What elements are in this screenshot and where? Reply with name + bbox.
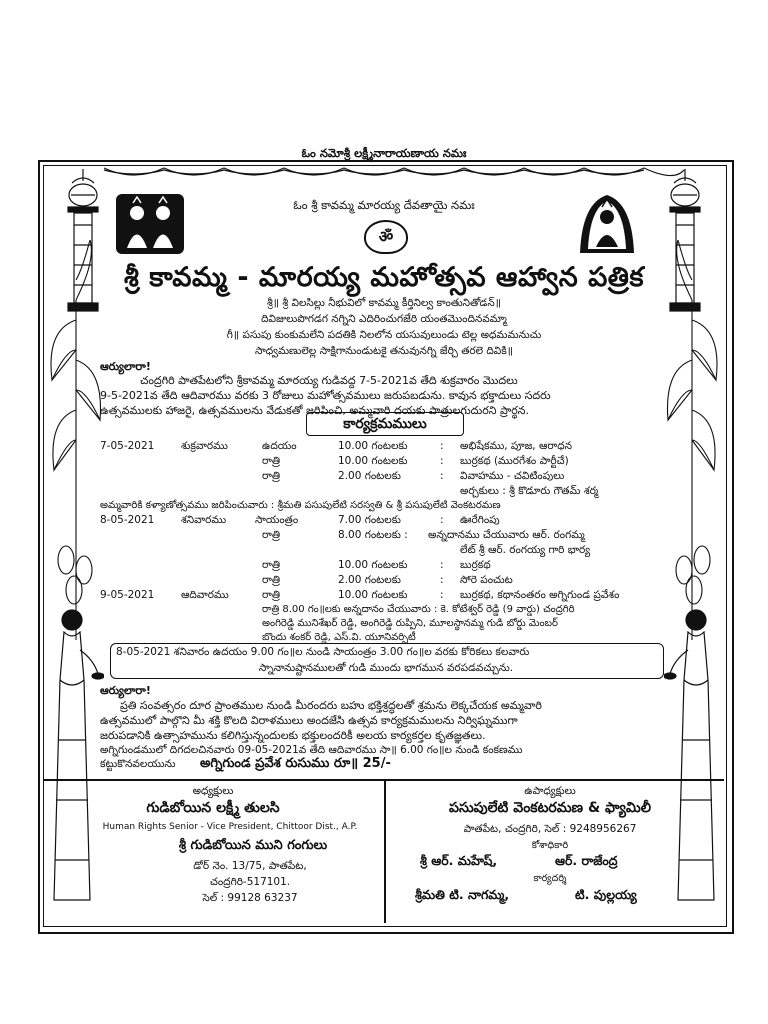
schedule-colon: : <box>440 589 444 601</box>
president-role: అధ్యక్షులు <box>192 785 234 797</box>
schedule-event: వివాహము - చవిటింపులు <box>460 470 565 482</box>
garland-ornament <box>44 164 724 184</box>
schedule-time: రాత్రి <box>262 470 281 482</box>
schedule-hour: 2.00 గంటలకు <box>338 574 401 586</box>
appeal-line: జరుపడానికి ఉత్సాహమును కలిగిస్తున్నందులకు భక్తులందరికీ అలయ కార్యకర్తల కృతజ్ఞతలు. <box>100 729 486 742</box>
president-title: Human Rights Senior - Vice President, Chittoor Dist., A.P. <box>102 822 358 832</box>
address-line: డోర్ నెం. 13/75, పాతపేట, <box>193 860 307 872</box>
greeting: ఆర్యులారా! <box>100 360 151 373</box>
schedule-colon: : <box>440 559 444 571</box>
schedule-hour: 10.00 గంటలకు <box>338 440 408 452</box>
schedule-event: ఊరేగింపు <box>460 514 500 526</box>
schedule-day: శుక్రవారము <box>181 440 228 452</box>
poem-line: సాధ్వమణులెల్ల సాక్షిగానుండుటకై తనువునగ్ని జేర్చి తరలె దివికి॥ <box>254 345 514 357</box>
schedule-time: ఉదయం <box>262 440 297 452</box>
schedule-hour: 10.00 గంటలకు <box>338 455 408 467</box>
kalyanam-sponsors: అమ్మవారికి కళ్యాణోత్సవము జరిపించువారు : శ్రీమతి పసుపులేటి సరస్వతి & శ్రీ పసుపులేటి వెంకటరమణ <box>100 500 501 511</box>
treasurer-role: కోశాధికారి <box>531 840 569 851</box>
notice-line: 8-05-2021 శనివారం ఉదయం 9.00 గం॥ల నుండి సాయంత్రం 3.00 గం॥ల వరకు కోరికలు కలవారు <box>116 646 530 658</box>
schedule-time: రాత్రి <box>262 529 281 541</box>
top-invocation: ఓం నమోశ్రీ లక్ష్మీనారాయణాయ నమః <box>301 146 467 160</box>
intro-line: 9-5-2021వ తేది ఆదివారము వరకు 3 రోజులు మహోత్సవములు జరుపబడును. కావున భక్తాదులు సదరు <box>100 389 551 402</box>
address-line: చంద్రగిరి-517101. <box>209 876 291 888</box>
poem-line: దివిజులుపొగడగ నగ్నిని ఎదిరించుగజేరి యంతమొందినవమ్మా <box>261 313 507 325</box>
appeal-line: ప్రతి సంవత్సరం దూర ప్రాంతముల నుండి మీరందరు బహు భక్తిశ్రద్ధలతో శ్రమను లెక్కచేయక అమ్మవారి <box>120 699 542 712</box>
kankanam-line: అగ్నిగుండములో దిగదలచినవారు 09-05-2021వ తేది ఆదివారము సా॥ 6.00 గం॥ల నుండి కంకణము <box>100 744 523 756</box>
section-title: కార్యక్రమములు <box>306 412 464 436</box>
schedule-hour: 10.00 గంటలకు <box>338 559 408 571</box>
president-name-2: శ్రీ గుడిబోయిన ముని గంగులు <box>178 838 328 853</box>
secretary-name: శ్రీమతి టి. నాగమ్మ, <box>415 887 510 902</box>
schedule-hour: 10.00 గంటలకు <box>338 589 408 601</box>
schedule-hour: 2.00 గంటలకు <box>338 470 401 482</box>
schedule-colon: : <box>440 514 444 526</box>
schedule-time: సాయంత్రం <box>255 514 299 526</box>
schedule-event: అభిషేకము, పూజ, ఆరాధన <box>460 440 572 452</box>
schedule-hour: 7.00 గంటలకు <box>338 514 401 526</box>
entry-fee-prefix: కట్టుకొనవలయును <box>100 758 176 770</box>
greeting-2: ఆర్యులారా! <box>100 684 151 697</box>
schedule-time: రాత్రి <box>262 455 281 467</box>
schedule-day: ఆదివారము <box>181 589 229 601</box>
schedule-day: శనివారము <box>181 514 227 526</box>
om-symbol-icon: ॐ <box>364 220 408 254</box>
poem-line: గీ॥ పసుపు కుంకుమలేని పదతికి నిలలోన యసువులుండు టెల్ల అధమమనుచు <box>226 329 542 341</box>
treasurer-name: శ్రీ ఆర్. మహేష్, <box>420 853 498 868</box>
intro-line: ఉత్సవములకు హాజరై, ఉత్సవములను వేడుకతో జరిపించి, అమ్మవారి దయకు పాత్రులగుదురని ప్రార్థన. <box>100 404 530 417</box>
schedule-event: బుర్రకథ, కథానంతరం అగ్నిగుండ ప్రవేశం <box>460 589 620 601</box>
day3-annadanam: రాత్రి 8.00 గం॥లకు అన్నదానం చేయువారు : కె. కోటేశ్వర్ రెడ్డి (9 వార్డు) చంద్రగిరి <box>262 604 575 615</box>
schedule-event: సోరె పంచుట <box>460 574 513 586</box>
schedule-colon: : <box>440 455 444 467</box>
vice-president-address: పాతపేట, చంద్రగిరి, సెల్ : 9248956267 <box>463 823 637 835</box>
treasurer-name: ఆర్. రాజేంద్ర <box>555 853 618 868</box>
schedule-date: 7-05-2021 <box>100 440 155 452</box>
schedule-hour: 8.00 గంటలకు : <box>338 529 408 541</box>
secretary-role: కార్యదర్శి <box>533 873 567 884</box>
schedule-date: 8-05-2021 <box>100 514 155 526</box>
schedule-colon: : <box>440 440 444 452</box>
day3-annadanam: బొందు శంకర్ రెడ్డి, ఎస్.వి. యూనివర్సిటీ <box>262 632 416 643</box>
vice-president-role: ఉపాధ్యక్షులు <box>524 785 576 797</box>
schedule-colon: : <box>440 470 444 482</box>
annadanam-extra: లేట్ శ్రీ ఆర్. రంగయ్య గారి భార్య <box>460 544 591 556</box>
schedule-colon: : <box>440 574 444 586</box>
intro-line: చంద్రగిరి పాతపేటలోని శ్రీకావమ్మ మారయ్య గుడివద్ద 7-5-2021వ తేది శుక్రవారం మొదలు <box>140 374 518 387</box>
archakulu: అర్చకులు : శ్రీ కొడూరు గౌతమ్ శర్మ <box>460 485 599 497</box>
lamp-lady-figure-right <box>664 600 724 920</box>
lamp-lady-figure-left <box>44 600 104 920</box>
phone-number: సెల్ : 99128 63237 <box>202 892 298 904</box>
president-name: గుడిబోయిన లక్ష్మీ తులసి <box>146 800 280 816</box>
footer-vertical-divider <box>384 781 386 923</box>
poem-line: శ్రీ॥ శ్రీ విలసిల్లు నీభువిలో కావమ్మ కీర్తినిల్వ కాంతునితోడన్॥ <box>266 297 501 309</box>
schedule-time: రాత్రి <box>262 559 281 571</box>
schedule-date: 9-05-2021 <box>100 589 155 601</box>
schedule-event: బుర్రకథ (మురగేశం పార్టీచే) <box>460 455 569 467</box>
schedule-event: బుర్రకథ <box>460 559 491 571</box>
deity-invocation: ఓం శ్రీ కావమ్మ మారయ్య దేవతాయై నమః <box>293 198 475 212</box>
notice-line: స్నానానుష్టానములతో గుడి ముందు భాగమున వరపడవచ్చును. <box>258 662 514 674</box>
secretary-name: టి. పుల్లయ్య <box>575 887 637 902</box>
vice-president-name: పసుపులేటి వెంకటరమణ & ఫ్యామిలీ <box>449 800 651 816</box>
day3-annadanam: అంగిరెడ్డి మునిశేఖర్ రెడ్డి, అంగిరెడ్డి రుప్పిని, మూలస్థానమ్మ గుడి బోర్డు మెంబర్ <box>262 618 558 629</box>
schedule-time: రాత్రి <box>262 589 281 601</box>
page-title: శ్రీ కావమ్మ - మారయ్య మహోత్సవ ఆహ్వాన పత్రిక <box>123 262 644 293</box>
entry-fee: అగ్నిగుండ ప్రవేశ రుసుము రూ॥ 25/- <box>200 756 391 771</box>
schedule-time: రాత్రి <box>262 574 281 586</box>
schedule-event: అన్నదానము చేయువారు ఆర్. రంగమ్మ <box>428 529 585 541</box>
appeal-line: ఉత్సవములో పాల్గొని మీ శక్తి కొలది విరాళములు అందజేసి ఉత్సవ కార్యక్రమములను నిర్విఘ్నముగా <box>100 714 518 727</box>
